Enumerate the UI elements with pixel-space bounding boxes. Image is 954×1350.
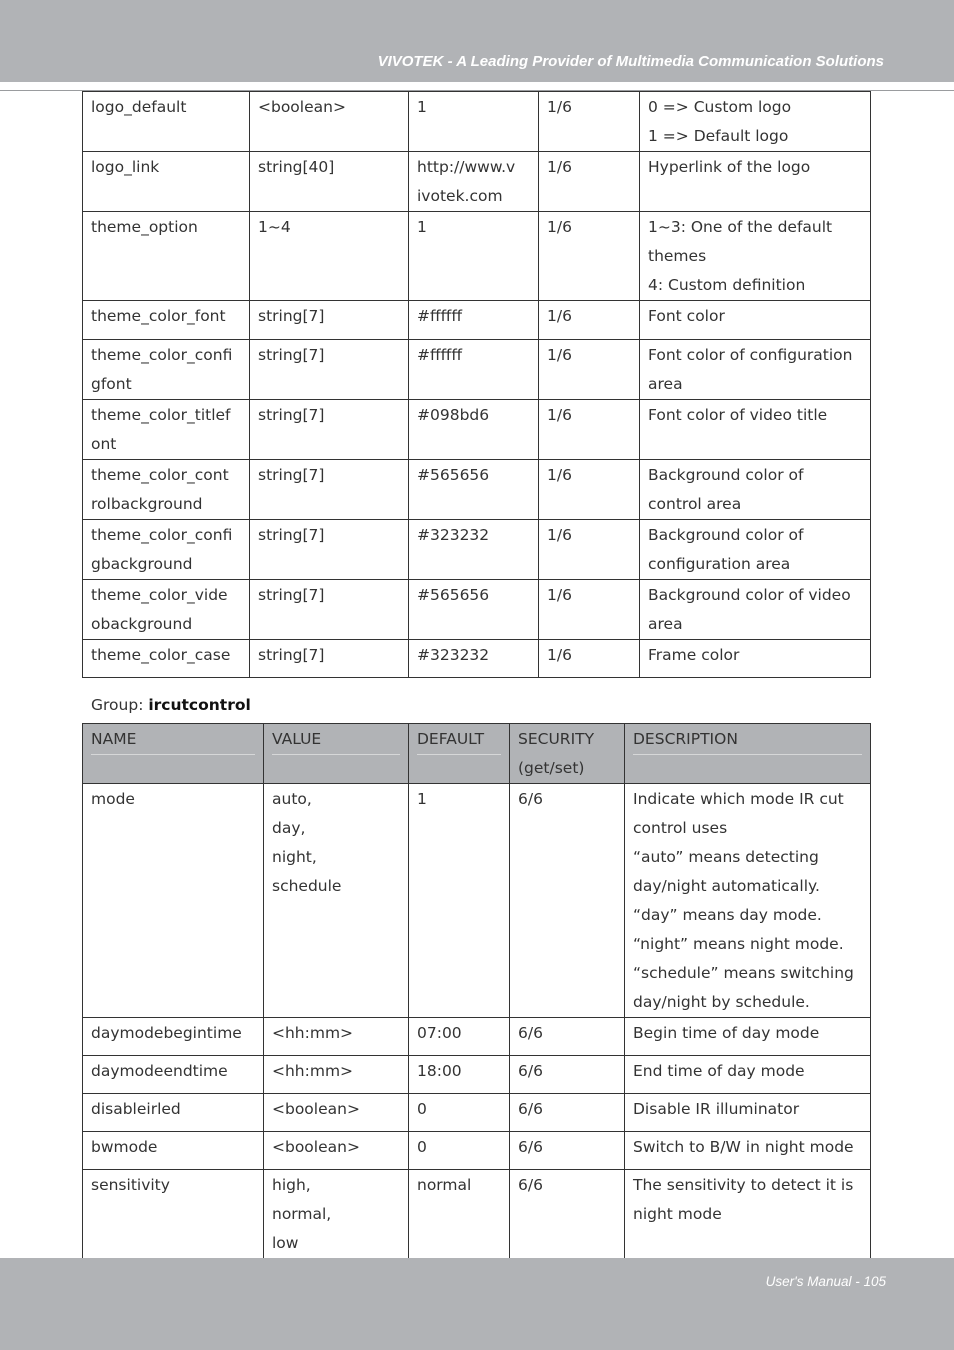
cell-value	[264, 1094, 409, 1132]
cell-text: string[40]	[258, 158, 335, 176]
table-row	[83, 152, 871, 212]
cell-text: #ffffff	[417, 346, 463, 364]
cell-description	[640, 301, 871, 340]
cell-text: logo_default	[91, 98, 187, 116]
cell-name	[83, 580, 250, 640]
cell-value	[264, 1132, 409, 1170]
cell-value	[264, 784, 409, 1018]
cell-text: bwmode	[91, 1138, 158, 1156]
cell-text: 0	[417, 1100, 427, 1118]
table-row	[83, 640, 871, 678]
cell-description	[625, 1056, 871, 1094]
cell-security	[539, 92, 640, 152]
cell-security	[539, 212, 640, 301]
cell-text: auto,	[272, 790, 312, 808]
cell-text: themes	[648, 247, 707, 265]
table-row	[83, 212, 871, 301]
page-number: User's Manual - 105	[765, 1274, 886, 1289]
cell-text: Frame color	[648, 646, 740, 664]
parameter-table-ircutcontrol-body	[83, 724, 871, 1259]
cell-name	[83, 1170, 264, 1259]
cell-text: theme_color_confi	[91, 346, 233, 364]
cell-text: daymodebegintime	[91, 1024, 242, 1042]
cell-text: theme_color_confi	[91, 526, 233, 544]
header-description	[625, 724, 871, 784]
cell-text: string[7]	[258, 646, 325, 664]
cell-text: 1/6	[547, 586, 572, 604]
cell-text: 6/6	[518, 1024, 543, 1042]
cell-text: 1/6	[547, 466, 572, 484]
cell-name	[83, 1018, 264, 1056]
cell-text: 1/6	[547, 406, 572, 424]
cell-description	[640, 460, 871, 520]
table-header-row	[83, 724, 871, 784]
cell-text: gfont	[91, 375, 132, 393]
group-name: ircutcontrol	[148, 696, 251, 714]
cell-text: 1 => Default logo	[648, 127, 789, 145]
cell-text: Disable IR illuminator	[633, 1100, 800, 1118]
cell-text: 6/6	[518, 790, 543, 808]
cell-text: <boolean>	[272, 1138, 360, 1156]
cell-text: 1/6	[547, 158, 572, 176]
cell-value	[250, 640, 409, 678]
cell-name	[83, 640, 250, 678]
cell-text: 6/6	[518, 1062, 543, 1080]
cell-text: 6/6	[518, 1176, 543, 1194]
cell-default	[409, 784, 510, 1018]
header-default-label: DEFAULT	[417, 725, 501, 755]
cell-value	[250, 460, 409, 520]
header-name-label: NAME	[91, 725, 255, 755]
cell-text: mode	[91, 790, 135, 808]
cell-name	[83, 400, 250, 460]
cell-text: Background color of	[648, 526, 804, 544]
group-heading	[91, 696, 251, 714]
cell-text: Font color of video title	[648, 406, 828, 424]
cell-text: theme_color_cont	[91, 466, 229, 484]
cell-text: End time of day mode	[633, 1062, 805, 1080]
header-security-label: SECURITY	[518, 730, 595, 748]
cell-text: string[7]	[258, 526, 325, 544]
cell-text: Background color of	[648, 466, 804, 484]
cell-default	[409, 1056, 510, 1094]
cell-default	[409, 640, 539, 678]
table-row	[83, 460, 871, 520]
cell-default	[409, 92, 539, 152]
cell-text: high,	[272, 1176, 311, 1194]
table-row	[83, 580, 871, 640]
cell-default	[409, 301, 539, 340]
cell-text: string[7]	[258, 346, 325, 364]
cell-security	[539, 460, 640, 520]
cell-text: sensitivity	[91, 1176, 170, 1194]
cell-value	[264, 1018, 409, 1056]
cell-text: 1	[417, 790, 427, 808]
cell-text: day/night by schedule.	[633, 993, 810, 1011]
cell-security	[539, 340, 640, 400]
cell-name	[83, 152, 250, 212]
header-value-label: VALUE	[272, 725, 400, 755]
cell-security	[510, 784, 625, 1018]
cell-default	[409, 1094, 510, 1132]
cell-text: #323232	[417, 526, 490, 544]
header-default	[409, 724, 510, 784]
cell-text: control uses	[633, 819, 728, 837]
cell-value	[264, 1170, 409, 1259]
cell-text: area	[648, 615, 683, 633]
cell-description	[640, 640, 871, 678]
cell-text: “night” means night mode.	[633, 935, 844, 953]
cell-text: #ffffff	[417, 307, 463, 325]
cell-security	[539, 400, 640, 460]
cell-name	[83, 1132, 264, 1170]
cell-description	[640, 340, 871, 400]
cell-value	[264, 1056, 409, 1094]
cell-text: 1/6	[547, 646, 572, 664]
cell-name	[83, 460, 250, 520]
cell-text: string[7]	[258, 307, 325, 325]
cell-text: logo_link	[91, 158, 160, 176]
cell-name	[83, 784, 264, 1018]
table-row	[83, 1056, 871, 1094]
cell-text: Font color	[648, 307, 725, 325]
cell-security	[510, 1170, 625, 1259]
cell-default	[409, 1132, 510, 1170]
cell-description	[625, 1018, 871, 1056]
cell-text: 1/6	[547, 526, 572, 544]
cell-text: Indicate which mode IR cut	[633, 790, 844, 808]
header-description-label: DESCRIPTION	[633, 725, 862, 755]
cell-text: obackground	[91, 615, 193, 633]
cell-text: string[7]	[258, 406, 325, 424]
cell-text: low	[272, 1234, 299, 1252]
header-security-sublabel: (get/set)	[518, 759, 585, 777]
cell-name	[83, 1094, 264, 1132]
cell-text: #565656	[417, 466, 490, 484]
cell-description	[625, 1170, 871, 1259]
cell-text: normal	[417, 1176, 472, 1194]
cell-text: 1~4	[258, 218, 291, 236]
cell-security	[510, 1094, 625, 1132]
cell-name	[83, 212, 250, 301]
cell-text: 07:00	[417, 1024, 462, 1042]
table-row	[83, 301, 871, 340]
cell-security	[510, 1056, 625, 1094]
cell-value	[250, 400, 409, 460]
cell-default	[409, 520, 539, 580]
cell-security	[510, 1132, 625, 1170]
cell-security	[539, 580, 640, 640]
cell-text: 1	[417, 218, 427, 236]
cell-description	[625, 784, 871, 1018]
cell-text: ont	[91, 435, 117, 453]
cell-security	[539, 520, 640, 580]
cell-text: 1/6	[547, 218, 572, 236]
cell-value	[250, 212, 409, 301]
cell-security	[539, 152, 640, 212]
page-header	[0, 0, 954, 82]
table-row	[83, 784, 871, 1018]
header-title: VIVOTEK - A Leading Provider of Multimedia Communication Solutions	[377, 53, 884, 70]
cell-text: disableirled	[91, 1100, 181, 1118]
cell-text: ivotek.com	[417, 187, 503, 205]
cell-value	[250, 92, 409, 152]
cell-text: 4: Custom definition	[648, 276, 806, 294]
parameter-table-theme	[82, 91, 871, 678]
table-row	[83, 1018, 871, 1056]
cell-description	[625, 1132, 871, 1170]
cell-default	[409, 212, 539, 301]
cell-text: day/night automatically.	[633, 877, 820, 895]
cell-text: <boolean>	[258, 98, 346, 116]
cell-text: 1/6	[547, 307, 572, 325]
cell-value	[250, 152, 409, 212]
cell-text: night mode	[633, 1205, 722, 1223]
table-row	[83, 1170, 871, 1259]
cell-text: “auto” means detecting	[633, 848, 819, 866]
cell-value	[250, 580, 409, 640]
cell-text: string[7]	[258, 586, 325, 604]
cell-text: #323232	[417, 646, 490, 664]
cell-text: Background color of video	[648, 586, 851, 604]
cell-text: <hh:mm>	[272, 1024, 354, 1042]
parameter-table-ircutcontrol	[82, 723, 871, 1259]
cell-description	[640, 580, 871, 640]
cell-text: 0 => Custom logo	[648, 98, 792, 116]
cell-name	[83, 301, 250, 340]
cell-text: theme_option	[91, 218, 198, 236]
cell-text: 1/6	[547, 346, 572, 364]
cell-default	[409, 152, 539, 212]
cell-value	[250, 520, 409, 580]
cell-text: 1	[417, 98, 427, 116]
cell-default	[409, 460, 539, 520]
table-row	[83, 520, 871, 580]
cell-text: schedule	[272, 877, 342, 895]
cell-text: #098bd6	[417, 406, 490, 424]
cell-description	[640, 520, 871, 580]
cell-text: “day” means day mode.	[633, 906, 822, 924]
cell-text: day,	[272, 819, 306, 837]
cell-text: Switch to B/W in night mode	[633, 1138, 854, 1156]
cell-description	[640, 400, 871, 460]
cell-text: area	[648, 375, 683, 393]
cell-text: theme_color_vide	[91, 586, 228, 604]
page-footer	[0, 1258, 954, 1350]
cell-value	[250, 340, 409, 400]
cell-name	[83, 1056, 264, 1094]
cell-text: #565656	[417, 586, 490, 604]
table-row	[83, 1094, 871, 1132]
cell-text: rolbackground	[91, 495, 203, 513]
cell-description	[640, 212, 871, 301]
table-row	[83, 92, 871, 152]
cell-name	[83, 92, 250, 152]
cell-name	[83, 520, 250, 580]
cell-text: daymodeendtime	[91, 1062, 228, 1080]
header-value	[264, 724, 409, 784]
cell-default	[409, 340, 539, 400]
table-row	[83, 340, 871, 400]
cell-text: night,	[272, 848, 317, 866]
cell-text: <hh:mm>	[272, 1062, 354, 1080]
cell-text: control area	[648, 495, 742, 513]
cell-text: 6/6	[518, 1138, 543, 1156]
cell-description	[640, 92, 871, 152]
cell-text: configuration area	[648, 555, 791, 573]
cell-default	[409, 580, 539, 640]
cell-value	[250, 301, 409, 340]
cell-security	[510, 1018, 625, 1056]
cell-name	[83, 340, 250, 400]
table-row	[83, 1132, 871, 1170]
cell-text: Font color of configuration	[648, 346, 853, 364]
cell-default	[409, 1170, 510, 1259]
cell-text: 1/6	[547, 98, 572, 116]
header-name	[83, 724, 264, 784]
cell-description	[640, 152, 871, 212]
cell-text: <boolean>	[272, 1100, 360, 1118]
cell-text: string[7]	[258, 466, 325, 484]
cell-text: http://www.v	[417, 158, 516, 176]
parameter-table-theme-body	[83, 92, 871, 678]
cell-text: theme_color_font	[91, 307, 226, 325]
cell-text: theme_color_titlef	[91, 406, 231, 424]
cell-text: 18:00	[417, 1062, 462, 1080]
cell-security	[539, 301, 640, 340]
cell-default	[409, 1018, 510, 1056]
cell-text: “schedule” means switching	[633, 964, 854, 982]
group-prefix: Group:	[91, 696, 149, 714]
cell-description	[625, 1094, 871, 1132]
cell-text: 6/6	[518, 1100, 543, 1118]
cell-default	[409, 400, 539, 460]
cell-text: The sensitivity to detect it is	[633, 1176, 854, 1194]
cell-text: 1~3: One of the default	[648, 218, 833, 236]
cell-text: normal,	[272, 1205, 332, 1223]
cell-text: 0	[417, 1138, 427, 1156]
cell-security	[539, 640, 640, 678]
cell-text: gbackground	[91, 555, 193, 573]
header-security	[510, 724, 625, 784]
table-row	[83, 400, 871, 460]
cell-text: Hyperlink of the logo	[648, 158, 811, 176]
cell-text: theme_color_case	[91, 646, 231, 664]
cell-text: Begin time of day mode	[633, 1024, 820, 1042]
